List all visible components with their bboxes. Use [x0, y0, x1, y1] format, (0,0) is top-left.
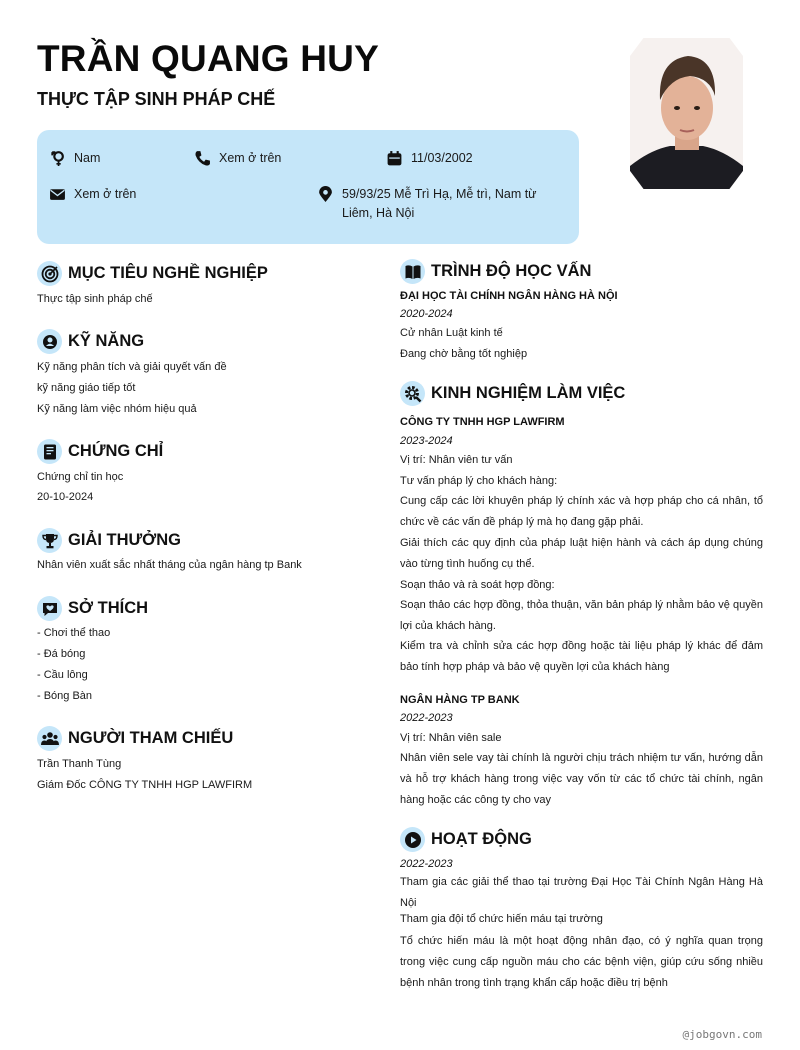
watermark: @jobgovn.com	[682, 1028, 762, 1041]
objective-text: Thực tập sinh pháp chế	[37, 293, 153, 305]
section-experience	[400, 381, 625, 406]
contact-birthday	[386, 149, 473, 168]
job-period: 2023-2024	[400, 435, 453, 447]
activity-line: Tham gia đội tổ chức hiến máu tại trường	[400, 913, 603, 925]
education-item: Đang chờ bằng tốt nghiệp	[400, 348, 528, 360]
section-awards	[37, 528, 181, 553]
reference-position: Giám Đốc CÔNG TY TNHH HGP LAWFIRM	[37, 779, 253, 791]
job-line: Soạn thảo các hợp đồng, thỏa thuận, văn bản pháp lý nhằm bảo vệ quyền lợi của khách hàng.	[400, 599, 763, 632]
play-icon	[400, 827, 425, 852]
hobby-item: - Chơi thể thao	[37, 627, 111, 639]
skill-item: Kỹ năng phân tích và giải quyết vấn đề	[37, 361, 227, 373]
education-title: TRÌNH ĐỘ HỌC VẤN	[431, 262, 592, 280]
references-title: NGƯỜI THAM CHIẾU	[68, 729, 234, 747]
people-icon	[37, 726, 62, 751]
candidate-name: TRẦN QUANG HUY	[37, 38, 379, 79]
job-line: Vị trí: Nhân viên tư vấn	[400, 454, 513, 466]
experience-title: KINH NGHIỆM LÀM VIỆC	[431, 384, 626, 402]
school-name: ĐẠI HỌC TÀI CHÍNH NGÂN HÀNG HÀ NỘI	[400, 290, 618, 302]
certificate-icon	[37, 439, 62, 464]
activity-line: Tham gia các giải thể thao tại trường Đại Học Tài Chính Ngân Hàng Hà Nội	[400, 876, 763, 909]
email-value: Xem ở trên	[74, 187, 137, 201]
job-line: Nhân viên sele vay tài chính là người chịu trách nhiệm tư vấn, hướng dẫn và hỗ trợ khách hàng trong việc vay vốn từ các tổ chức tài chính, ngân hàng hoặc các công ty cho vay	[400, 752, 763, 806]
birthday-value: 11/03/2002	[411, 151, 473, 165]
contact-address	[317, 185, 557, 223]
skill-item: kỹ năng giáo tiếp tốt	[37, 382, 136, 394]
envelope-icon	[49, 186, 66, 203]
job-period: 2022-2023	[400, 712, 453, 724]
skills-title: KỸ NĂNG	[68, 332, 145, 350]
calendar-icon	[386, 150, 403, 167]
portrait-image	[630, 38, 743, 189]
job-line: Kiểm tra và chỉnh sửa các hợp đồng hoặc tài liệu pháp lý khác để đảm bảo tính hợp pháp và bảo vệ quyền lợi của khách hàng	[400, 640, 763, 673]
target-icon	[37, 261, 62, 286]
phone-value: Xem ở trên	[219, 151, 282, 165]
job-title: THỰC TẬP SINH PHÁP CHẾ	[37, 89, 276, 109]
job-line: Vị trí: Nhân viên sale	[400, 732, 502, 744]
job-company: NGÂN HÀNG TP BANK	[400, 694, 520, 706]
gender-icon	[49, 150, 66, 167]
section-hobbies	[37, 596, 148, 621]
education-period: 2020-2024	[400, 308, 453, 320]
trophy-icon	[37, 528, 62, 553]
section-skills	[37, 329, 144, 354]
profile-photo	[630, 38, 743, 189]
job-line: Soạn thảo và rà soát hợp đồng:	[400, 579, 555, 591]
hobby-item: - Cầu lông	[37, 669, 88, 681]
job-line: Cung cấp các lời khuyên pháp lý chính xác và hợp pháp cho cá nhân, tổ chức về các vấn đề pháp lý mà họ đang gặp phải.	[400, 495, 763, 528]
contact-email	[49, 185, 136, 204]
awards-title: GIẢI THƯỞNG	[68, 531, 182, 549]
location-pin-icon	[317, 186, 334, 203]
hobbies-title: SỞ THÍCH	[68, 599, 149, 617]
section-certificates	[37, 439, 163, 464]
award-item: Nhân viên xuất sắc nhất tháng của ngân hàng tp Bank	[37, 559, 302, 571]
address-value: 59/93/25 Mễ Trì Hạ, Mễ trì, Nam từ Liêm, Hà Nội	[342, 187, 537, 220]
hobby-item: - Bóng Bàn	[37, 690, 93, 702]
certificate-date: 20-10-2024	[37, 491, 94, 503]
reference-name: Trần Thanh Tùng	[37, 758, 122, 770]
gender-value: Nam	[74, 151, 101, 165]
heart-chat-icon	[37, 596, 62, 621]
section-references	[37, 726, 233, 751]
phone-icon	[194, 150, 211, 167]
skill-item: Kỹ năng làm việc nhóm hiệu quả	[37, 403, 197, 415]
job-company: CÔNG TY TNHH HGP LAWFIRM	[400, 416, 565, 428]
activity-line: Tổ chức hiến máu là một hoạt động nhân đạo, có ý nghĩa quan trọng trong việc cung cấp nguồn máu cho các bệnh viện, giúp cứu sống nhiều bệnh nhân trong tình trạng khẩn cấp hoặc điều trị bệnh	[400, 935, 763, 989]
contact-gender	[49, 149, 100, 168]
activities-title: HOẠT ĐỘNG	[431, 830, 532, 848]
certificates-title: CHỨNG CHỈ	[68, 442, 164, 460]
section-objective	[37, 261, 268, 286]
job-line: Giải thích các quy định của pháp luật hiện hành và cách áp dụng chúng vào từng tình huống cụ thể.	[400, 537, 763, 570]
objective-title: MỤC TIÊU NGHỀ NGHIỆP	[68, 264, 268, 282]
contact-info-box	[37, 130, 579, 244]
contact-phone	[194, 149, 281, 168]
hobby-item: - Đá bóng	[37, 648, 86, 660]
education-item: Cử nhân Luật kinh tế	[400, 327, 503, 339]
section-activities	[400, 827, 532, 852]
skills-icon	[37, 329, 62, 354]
section-education	[400, 259, 591, 284]
gear-search-icon	[400, 381, 425, 406]
book-icon	[400, 259, 425, 284]
job-line: Tư vấn pháp lý cho khách hàng:	[400, 475, 558, 487]
certificate-item: Chứng chỉ tin học	[37, 471, 124, 483]
activities-period: 2022-2023	[400, 858, 453, 870]
